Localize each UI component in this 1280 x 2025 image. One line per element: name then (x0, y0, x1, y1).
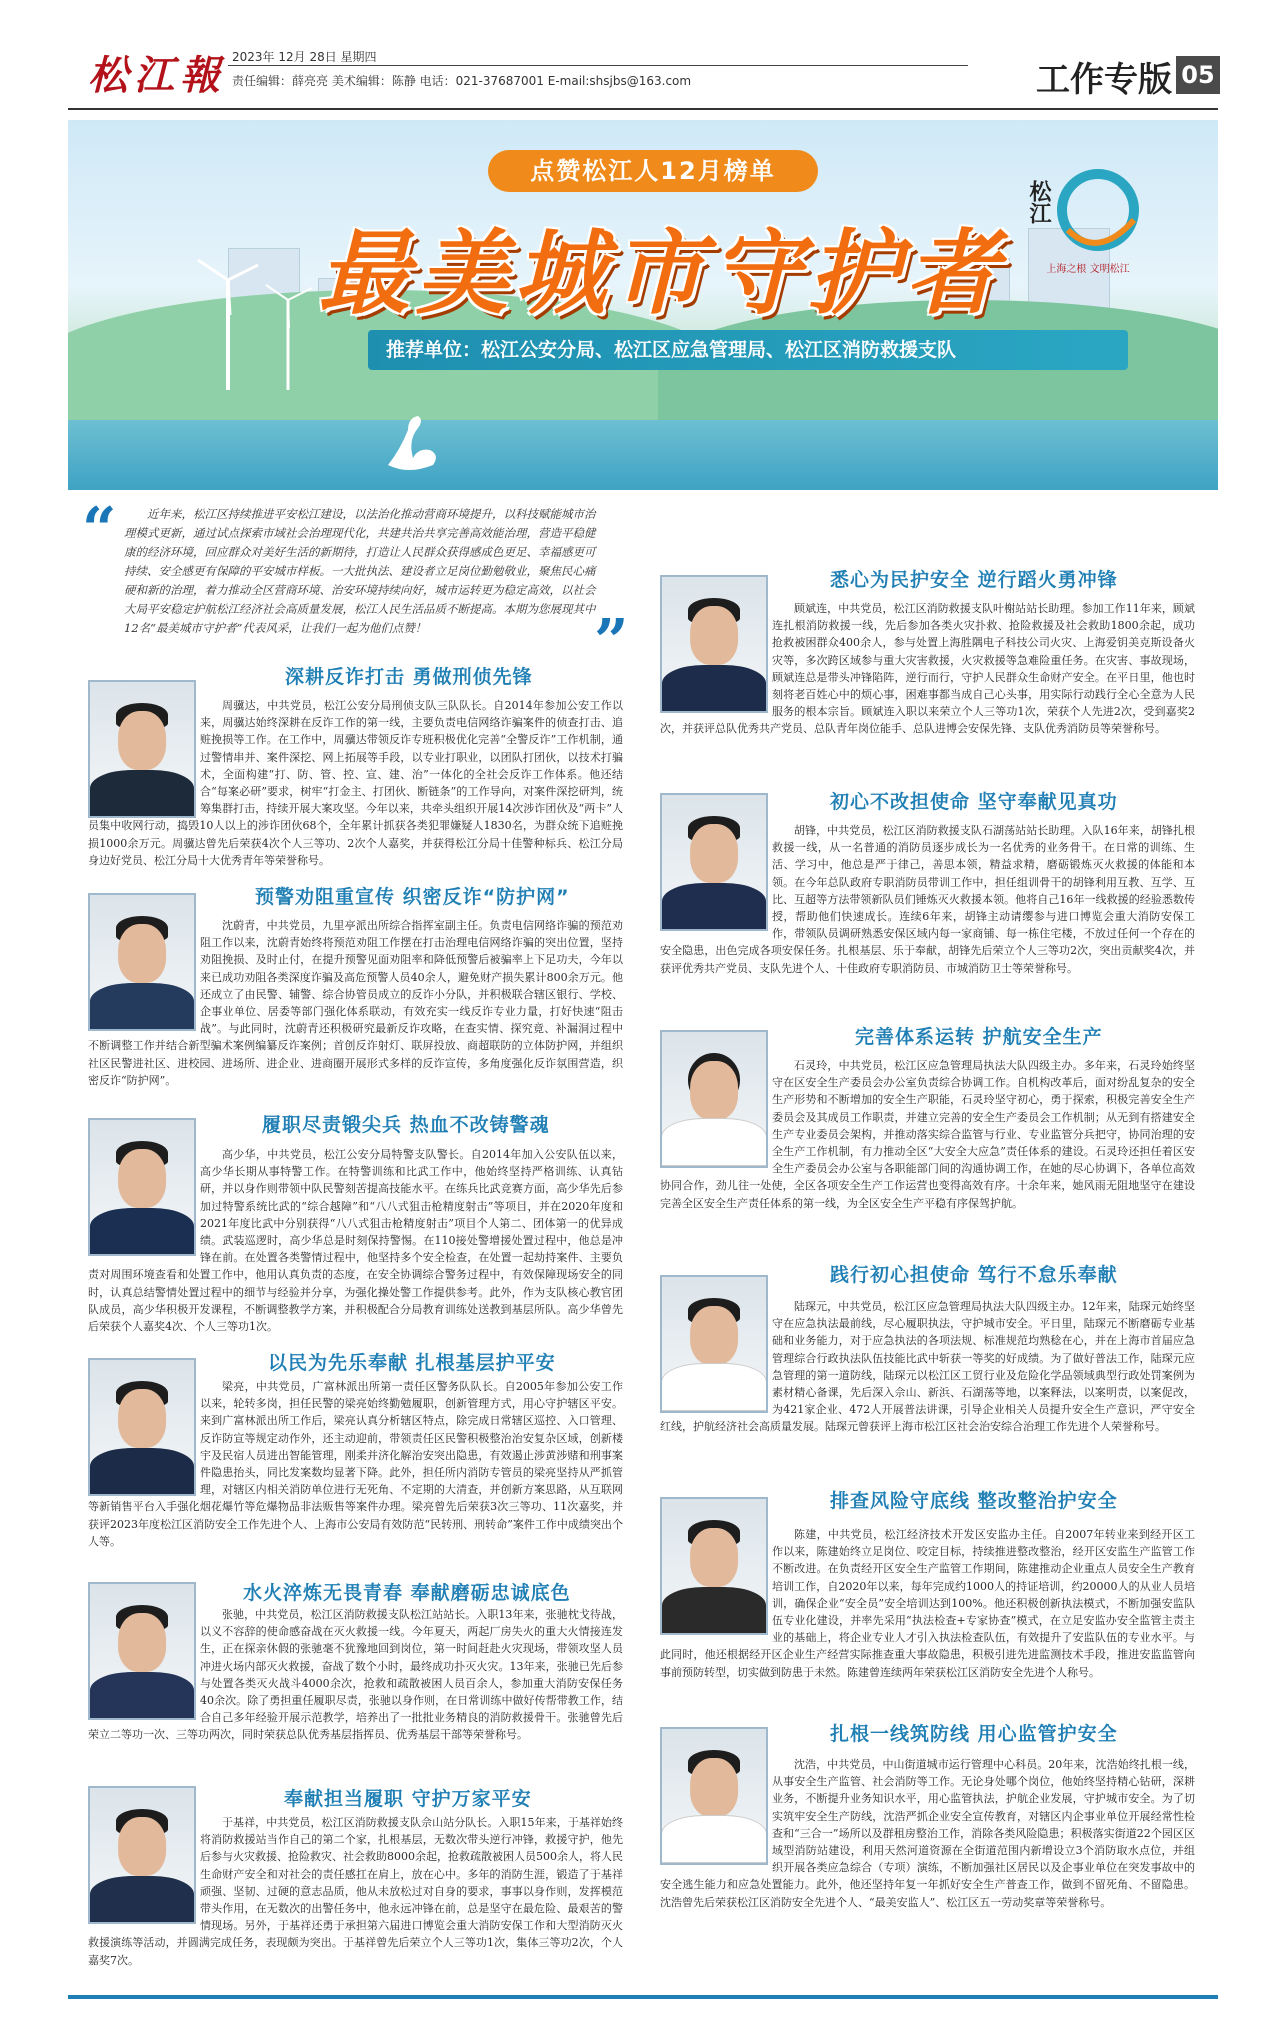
section-title: 工作专版 (1036, 60, 1172, 100)
banner-tag: 点赞松江人12月榜单 (488, 150, 818, 192)
profile-text (660, 1756, 1195, 1911)
intro-paragraph: 近年来，松江区持续推进平安松江建设，以法治化推动营商环境提升，以科技赋能城市治理模式更新，通过试点探索市域社会治理现代化，共建共治共享完善高效能治理，营造平稳健康的经济环境，回应群众对美好生活的新期待，打造让人民群众获得感成色更足、幸福感更可持续、安全感更有保障的平安城市样板。一大批执法、建设者立足岗位勤勉敬业，聚焦民心痛硬和新的治理，着力推动全区营商环境、治安环境持续向好，城市运转更为稳定高效，以社会大局平安稳定护航松江经济社会高质量发展，松江人民生活品质不断提高。本期为您展现其中12名“最美城市守护者”代表风采，让我们一起为他们点赞！ (124, 507, 596, 635)
open-quote-icon: “ (82, 495, 117, 565)
editors-line: 责任编辑：薛亮亮 美术编辑：陈静 电话：021-37687001 E-mail:shsjbs@163.com (232, 74, 692, 88)
profile-body: 陈建，中共党员，松江经济技术开发区安监办主任。自2007年转业来到经开区工作以来，陈建始终立足岗位、咬定目标，持续推进整改整治，经开区安监生产监管工作不断改进。在负责经开区安全生产监管工作期间，陈建推动企业重点人员安全生产教育培训工作，自2020年以来，每年完成约1000人的持证培训，约20000人的从业人员培训，确保企业“安全员”安全培训达到100%。他还积极创新执法模式，不断加强安监队伍专业化建设，并率先采用“执法检查+专家协查”模式，在立足安监办安全监管主责主业的基础上，将企业专业人才引入执法检查队伍，有效提升了安监队伍的专业水平。与此同时，他还根据经开区企业生产经营实际推查重大事故隐患，积极引进先进监测技术手段，推进安监监管向事前预防转型，切实做到防患于未然。陈建曾连续两年荣获松江区消防安全先进个人称号。 (660, 1528, 1195, 1679)
profile-title: 履职尽责锻尖兵 热血不改铸警魂 (262, 1114, 550, 1136)
profile-text (88, 917, 623, 1089)
banner (68, 120, 1218, 490)
profile-title: 以民为先乐奉献 扎根基层护平安 (268, 1352, 556, 1374)
page-number: 05 (1176, 56, 1220, 94)
profile-body: 沈浩，中共党员，中山街道城市运行管理中心科员。20年来，沈浩始终扎根一线，从事安全生产监管、社会消防等工作。无论身处哪个岗位，他始终坚持精心钻研，深耕业务，不断提升业务知识水平，用心监管执法，护航企业发展，守护城市安全。为了切实筑牢安全生产防线，沈浩严抓企业安全宣传教育，对辖区内企事业单位开展经常性检查和“三合一”场所以及群租房整治工作，消除各类风险隐患；积极落实街道22个园区区域型消防站建设，利用天然河道资源在全街道范围内新增设立3个消防取水点位，并组织开展各类应急综合（专项）演练，不断加强社区居民以及企事业单位在突发事故中的安全逃生能力和应急处置能力。此外，他还坚持年复一年抓好安全生产普查工作，做到不留死角、不留隐患。沈浩曾先后荣获松江区消防安全先进个人、“最美安监人”、松江区五一劳动奖章等荣誉称号。 (660, 1758, 1195, 1909)
songjiang-logo (1018, 160, 1158, 280)
profile-title: 奉献担当履职 守护万家平安 (284, 1788, 532, 1810)
profile-text (660, 822, 1195, 977)
profile-body: 顾斌连，中共党员，松江区消防救援支队叶榭站站长助理。参加工作11年来，顾斌连扎根消防救援一线，先后参加各类火灾扑救、抢险救援及社会救助1800余起，成功抢救被困群众400余人，参与处置上海胜隅电子科技公司火灾、上海爱钥美克斯设备火灾等，多次跨区域参与重大灾害救援，火灾救援等急难险重任务。在灾害、事故现场，顾斌连总是带头冲锋陷阵，逆行而行，守护人民群众生命财产安全。在平日里，他也时刻将老百姓心中的烦心事，困难事都当成自己心头事，用实际行动践行全心全意为人民服务的根本宗旨。顾斌连入职以来荣立个人三等功1次，荣获个人先进2次，受到嘉奖2次，并获评总队优秀共产党员、总队青年岗位能手、总队进博会安保先锋、支队优秀消防员等荣誉称号。 (660, 602, 1195, 736)
wind-turbine-icon (188, 240, 318, 390)
swan-icon (378, 410, 448, 480)
profile-body: 张驰，中共党员，松江区消防救援支队松江站站长。入职13年来，张驰枕戈待战，以义不容辞的使命感奋战在灭火救援一线。今年夏天，两起厂房失火的重大火情接连发生，正在探亲休假的张驰毫不犹豫地回到岗位，第一时间赶赴火灾现场，带领攻坚人员冲进火场内部灭火救援，奋战了数个小时，最终成功扑灭火灾。13年来，张驰已先后参与处置各类灭火战斗4000余次，抢救和疏散被困人员百余人，参加重大消防安保任务40余次。除了勇担重任履职尽责，张驰以身作则，在日常训练中做好传帮带教工作，结合自己多年经验开展示范教学，培养出了一批批业务精良的消防救援骨干。张驰曾先后荣立二等功一次、三等功两次，同时荣获总队优秀基层指挥员、优秀基层干部等荣誉称号。 (88, 1608, 623, 1742)
profile-title: 扎根一线筑防线 用心监管护安全 (830, 1723, 1118, 1745)
profile-text (88, 697, 623, 869)
issue-date: 2023年 12月 28日 星期四 (232, 50, 377, 64)
logo-slogan: 上海之根 文明松江 (1046, 264, 1130, 275)
profile-text (660, 1526, 1195, 1681)
header-divider (228, 65, 968, 66)
profile-title: 水火淬炼无畏青春 奉献磨砺忠诚底色 (243, 1582, 571, 1604)
profile-text (660, 600, 1195, 738)
banner-river (68, 420, 1218, 490)
profile-title: 初心不改担使命 坚守奉献见真功 (830, 791, 1118, 813)
profile-text (88, 1146, 623, 1335)
newspaper-masthead: 松江報 (88, 52, 226, 99)
profile-text (88, 1378, 623, 1550)
profile-body: 高少华，中共党员，松江公安分局特警支队警长。自2014年加入公安队伍以来，高少华长期从事特警工作。在特警训练和比武工作中，他始终坚持严格训练、认真钻研，并以身作则带领中队民警刻苦提高技能水平。在练兵比武竞赛方面，高少华先后参加过特警系统比武的“综合越障”和“八八式狙击枪精度射击”等项目，并在2020年度和2021年度比武中分别获得“八八式狙击枪精度射击”项目个人第二、团体第一的优异成绩。武装巡逻时，高少华总是时刻保持警惕。在110接处警增援处置过程中，他总是冲锋在前。在处置各类警情过程中，他坚持多个安全检查，在处置一起劫持案件、主要负责对周围环境查看和处置工作中，他用认真负责的态度，在安全协调综合警务过程中，有效保障现场安全的同时，认真总结警情处置过程中的细节与经验并分享，为强化操处警工作提供参考。此外，作为支队核心教官团队成员，高少华积极开发课程，不断调整教学方案，并积极配合分局教育训练处送教到基层所队。高少华曾先后荣获个人嘉奖4次、个人三等功1次。 (88, 1148, 623, 1334)
banner-title: 最美城市守护者 (318, 220, 1005, 327)
top-rule (68, 108, 1218, 110)
profile-text (88, 1606, 623, 1744)
profile-body: 沈蔚青，中共党员，九里亭派出所综合指挥室副主任。负责电信网络诈骗的预范劝阻工作以来，沈蔚青始终将预范劝阻工作摆在打击治理电信网络诈骗的突出位置，坚持劝阻挽损、及时止付，在提升预警见面劝阻率和降低预警后被骗率上下足功夫，今年以来已成功劝阻各类深度诈骗及高危预警人员40余人，避免财产损失累计800余万元。他还成立了由民警、辅警、综合协管员成立的反诈小分队，并积极联合辖区银行、学校、企事业单位、居委等部门强化体系联动，有效充实一线反诈专业力量，打好快速“阻击战”。与此同时，沈蔚青还积极研究最新反诈攻略，在查实情、探究竟、补漏洞过程中不断调整工作并结合新型骗术案例编纂反诈案例；首创反诈射灯、联屏投放、商超联防的立体防护网，并组织社区民警进社区、进校园、进场所、进企业、进商圈开展形式多样的反诈宣传，多角度强化反诈氛围营造，织密反诈“防护网”。 (88, 919, 623, 1087)
profile-text (660, 1057, 1195, 1212)
profile-text (660, 1298, 1195, 1436)
profile-body: 于基祥，中共党员，松江区消防救援支队佘山站分队长。入职15年来，于基祥始终将消防救援站当作自己的第二个家，扎根基层，无数次带头逆行冲锋，救援守护，他先后参与火灾救援、抢险救灾、社会救助8000余起，抢救疏散被困人员500余人，将人民生命财产安全和对社会的责任感扛在肩上，放在心中。多年的消防生涯，锻造了于基祥顽强、坚韧、过硬的意志品质，他从未放松过对自身的要求，事事以身作则，发挥模范带头作用，在无数次的出警任务中，他永远冲锋在前，总是坚守在最危险、最艰苦的警情现场。另外，于基祥还勇于承担第六届进口博览会重大消防安保工作和大型消防灭火救援演练等活动，并圆满完成任务，表现颇为突出。于基祥曾先后荣立个人三等功1次，集体三等功2次，个人嘉奖7次。 (88, 1816, 623, 1967)
profile-title: 完善体系运转 护航安全生产 (855, 1026, 1103, 1048)
profile-body: 陆琛元，中共党员，松江区应急管理局执法大队四级主办。12年来，陆琛元始终坚守在应急执法最前线，尽心履职执法，守护城市安全。平日里，陆琛元不断磨砺专业基础和业务能力，对于应急执法的各项法规、标准规范均熟稔在心，并在上海市首届应急管理综合行政执法队伍技能比武中斩获一等奖的好成绩。为了做好普法工作，陆琛元应急管理的第一道防线，陆琛元以松江区工贸行业及危险化学品领域典型行政处罚案例为素材精心备课，先后深入佘山、新浜、石湖荡等地，以案释法，以案明责，以案促改，为421家企业、472人开展普法讲课，引导企业相关人员提升安全生产意识，严守安全红线，护航经济社会高质量发展。陆琛元曾获评上海市松江区社会治安综合治理工作先进个人荣誉称号。 (660, 1300, 1195, 1434)
profile-body: 周骥达，中共党员，松江公安分局刑侦支队三队队长。自2014年参加公安工作以来，周骥达始终深耕在反诈工作的第一线，主要负责电信网络诈骗案件的侦查打击、追赃挽损等工作。在工作中，周骥达带领反诈专班积极优化完善“全警反诈”工作机制，通过警情串并、案件深挖、网上拓展等手段，以专业打职业，以团队打团伙，以技术打骗术，全面构建“打、防、管、控、宣、建、治”一体化的全社会反诈工作体系。他还结合“每案必研”要求，树牢“打金主、打团伙、断链条”的工作导向，对案件深挖研判，统筹集群打击，持续开展大案攻坚。今年以来，共牵头组织开展14次涉诈团伙及“两卡”人员集中收网行动，捣毁10人以上的涉诈团伙68个，全年累计抓获各类犯罪嫌疑人1830名，为群众统下追赃挽损1000余万元。周骥达曾先后荣获4次个人三等功、2次个人嘉奖，并获得松江分局十佳警种标兵、松江分局身边好党员、松江分局十大优秀青年等荣誉称号。 (88, 699, 623, 867)
profile-body: 胡锋，中共党员，松江区消防救援支队石湖荡站站长助理。入队16年来，胡锋扎根救援一线，从一名普通的消防员逐步成长为一名优秀的业务骨干。在日常的训练、生活、学习中，他总是严于律己，善思本领，精益求精，磨砺锻炼灭火救援的体能和本领。在今年总队政府专职消防员带训工作中，担任组训骨干的胡锋利用互教、互学、互比、互超等方法带领新队员们锤炼灭火救援本领。他将自己16年一线救援的经验悉数传授，帮助他们快速成长。连续6年来，胡锋主动请缨参与进口博览会重大消防安保工作，带领队员调研熟悉安保区域内每一家商铺、每一栋住宅楼，不放过任何一个存在的安全隐患，出色完成各项安保任务。扎根基层、乐于奉献，胡锋先后荣立个人三等功2次，突出贡献奖4次，并获评优秀共产党员、支队先进个人、十佳政府专职消防员、市城消防卫士等荣誉称号。 (660, 824, 1195, 975)
profile-text (88, 1814, 623, 1969)
logo-glyph: 松江 (1026, 180, 1052, 224)
profile-title: 践行初心担使命 笃行不怠乐奉献 (830, 1264, 1118, 1286)
profile-body: 梁亮，中共党员，广富林派出所第一责任区警务队队长。自2005年参加公安工作以来，轮转多岗，担任民警的梁亮始终勤勉履职，创新管理方式，用心守护辖区平安。来到广富林派出所工作后，梁亮认真分析辖区特点，除完成日常辖区巡控、入口管理、反诈防宣等规定动作外，还主动迎前，带领责任区民警积极整治治安复杂区域，创新楼宇及民宿人员进出智能管理，刚柔并济化解治安突出隐患，有效遏止涉黄涉赌和刑事案件隐患抬头，同比发案数均显著下降。此外，担任所内消防专管员的梁亮坚持从严抓管理，对辖区内相关消防单位进行无死角、不定期的大清查，并创新方案思路，从互联网等新销售平台入手强化烟花爆竹等危爆物品非法贩售等案件办理。梁亮曾先后荣获3次三等功、11次嘉奖，并获评2023年度松江区消防安全工作先进个人、上海市公安局有效防范“民转刑、刑转命”案件工作中成绩突出个人等。 (88, 1380, 623, 1548)
profile-title: 悉心为民护安全 逆行蹈火勇冲锋 (830, 569, 1118, 591)
profile-title: 排查风险守底线 整改整治护安全 (830, 1490, 1118, 1512)
profile-title: 预警劝阻重宣传 织密反诈“防护网” (255, 886, 570, 908)
profile-title: 深耕反诈打击 勇做刑侦先锋 (285, 666, 533, 688)
close-quote-icon: ” (594, 607, 629, 677)
bottom-rule (68, 1995, 1218, 1999)
recommend-units: 推荐单位：松江公安分局、松江区应急管理局、松江区消防救援支队 (368, 330, 1128, 370)
profile-body: 石灵玲，中共党员，松江区应急管理局执法大队四级主办。多年来，石灵玲始终坚守在区安全生产委员会办公室负责综合协调工作。自机构改革后，面对纷乱复杂的安全生产形势和不断增加的安全生产职能，石灵玲坚守初心，勇于探索，积极完善安全生产委员会及其成员工作职责，并建立完善的安全生产委员会工作机制；从无到有搭建安全生产专业委员会架构，并推动落实综合监管与行业、专业监管分兵把守，协同治理的安全生产工作机制，有力推动全区“大安全大应急”责任体系的建设。石灵玲还担任着区安全生产委员会办公室与各职能部门间的沟通协调工作，在她的尽心协调下，各单位高效协同合作，劲儿往一处使，全区各项安全生产工作运营也变得高效有序。十余年来，她风雨无阻地坚守在建设完善全区安全生产责任体系的第一线，为全区安全生产平稳有序保驾护航。 (660, 1059, 1195, 1210)
